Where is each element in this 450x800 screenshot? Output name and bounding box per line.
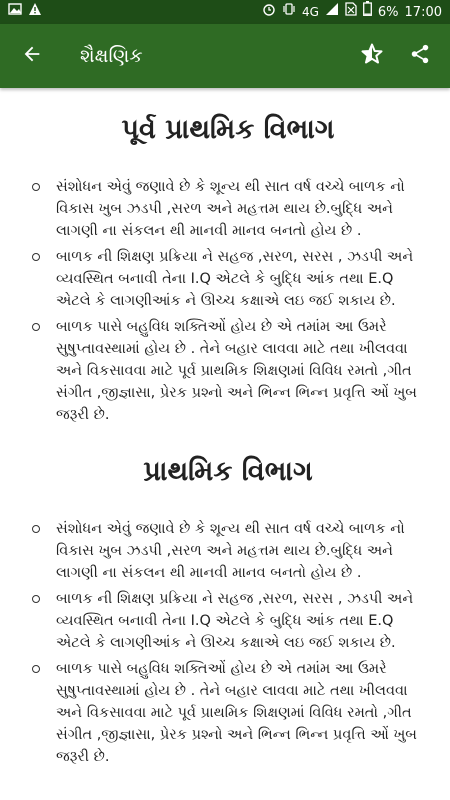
bullet-icon bbox=[32, 253, 40, 261]
points-list bbox=[30, 176, 426, 426]
bullet-icon bbox=[32, 323, 40, 331]
section-title: પ્રાથમિક વિભાગ bbox=[143, 456, 313, 487]
star-icon bbox=[360, 42, 384, 70]
bullet-icon bbox=[32, 665, 40, 673]
section-title: પૂર્વ પ્રાથમિક વિભાગ bbox=[121, 114, 335, 145]
list-item bbox=[30, 518, 426, 584]
network-type: 4G bbox=[301, 5, 319, 19]
battery-percent: 6% bbox=[377, 4, 399, 20]
status-notifications bbox=[8, 0, 42, 24]
list-item bbox=[30, 316, 426, 426]
list-item-text: બાળક ની શિક્ષણ પ્રક્રિયા ને સહજ ,સરળ, સરસ , ઝડપી અને વ્યવસ્થિત બનાવી તેના I.Q એટલે કે બુદ્ધિ આંક તથા E.Q એટલે કે લાગણીઆંક ને ઊચ્ચ કક્ષાએ લઇ જઈ શકાય છે. bbox=[56, 591, 414, 651]
no-sim-icon bbox=[345, 0, 357, 24]
list-item-text: બાળક ની શિક્ષણ પ્રક્રિયા ને સહજ ,સરળ, સરસ , ઝડપી અને વ્યવસ્થિત બનાવી તેના I.Q એટલે કે બુદ્ધિ આંક તથા E.Q એટલે કે લાગણીઆંક ને ઊચ્ચ કક્ષાએ લઇ જઈ શકાય છે. bbox=[56, 249, 414, 309]
bullet-icon bbox=[32, 525, 40, 533]
list-item-text: બાળક પાસે બહુવિધ શક્તિઓં હોય છે એ તમાંમ આ ઉમરે સુષુપ્તાવસ્થામાં હોય છે . તેને બહાર લાવવા માટે તથા ખીલવવા અને વિકસાવવા માટે પૂર્વ પ્રાથમિક શિક્ષણમાં વિવિધ રમતો ,ગીત સંગીત ,જીજ્ઞાસા, પ્રેરક પ્રશ્નો અને ભિન્ન ભિન્ન પ્રવૃત્તિ ઓં ખુબ જરૂરી છે. bbox=[56, 661, 417, 765]
list-item-text: બાળક પાસે બહુવિધ શક્તિઓં હોય છે એ તમાંમ આ ઉમરે સુષુપ્તાવસ્થામાં હોય છે . તેને બહાર લાવવા માટે તથા ખીલવવા અને વિકસાવવા માટે પૂર્વ પ્રાથમિક શિક્ષણમાં વિવિધ રમતો ,ગીત સંગીત ,જીજ્ઞાસા, પ્રેરક પ્રશ્નો અને ભિન્ન ભિન્ન પ્રવૃત્તિ ઓં ખુબ જરૂરી છે. bbox=[56, 319, 417, 423]
status-system-icons bbox=[262, 0, 442, 24]
list-item bbox=[30, 246, 426, 312]
alarm-icon bbox=[262, 0, 276, 24]
warning-icon bbox=[28, 0, 42, 24]
page-title: શૈક્ષણિક bbox=[80, 45, 143, 67]
share-button[interactable] bbox=[396, 24, 444, 88]
arrow-back-icon bbox=[21, 43, 43, 69]
favorite-button[interactable] bbox=[348, 24, 396, 88]
signal-icon bbox=[325, 0, 339, 24]
vibrate-icon bbox=[282, 0, 296, 24]
points-list bbox=[30, 518, 426, 768]
bullet-icon bbox=[32, 595, 40, 603]
bullet-icon bbox=[32, 183, 40, 191]
image-icon bbox=[8, 0, 22, 24]
share-icon bbox=[409, 43, 431, 69]
battery-icon bbox=[363, 0, 372, 24]
status-time: 17:00 bbox=[404, 4, 442, 20]
list-item-text: સંશોધન એવું જણાવે છે કે શૂન્ય થી સાત વર્ષ વચ્ચે બાળક નો વિકાસ ખુબ ઝડપી ,સરળ અને મહત્તમ થાય છે.બુદ્ધિ અને લાગણી ના સંકલન થી માનવી માનવ બનતો હોય છે . bbox=[56, 521, 405, 581]
list-item-text: સંશોધન એવું જણાવે છે કે શૂન્ય થી સાત વર્ષ વચ્ચે બાળક નો વિકાસ ખુબ ઝડપી ,સરળ અને મહત્તમ થાય છે.બુદ્ધિ અને લાગણી ના સંકલન થી માનવી માનવ બનતો હોય છે . bbox=[56, 179, 405, 239]
list-item bbox=[30, 176, 426, 242]
status-bar bbox=[0, 0, 450, 24]
list-item bbox=[30, 588, 426, 654]
list-item bbox=[30, 658, 426, 768]
content-area[interactable] bbox=[0, 88, 450, 800]
app-bar bbox=[0, 24, 450, 88]
back-button[interactable] bbox=[4, 24, 60, 88]
